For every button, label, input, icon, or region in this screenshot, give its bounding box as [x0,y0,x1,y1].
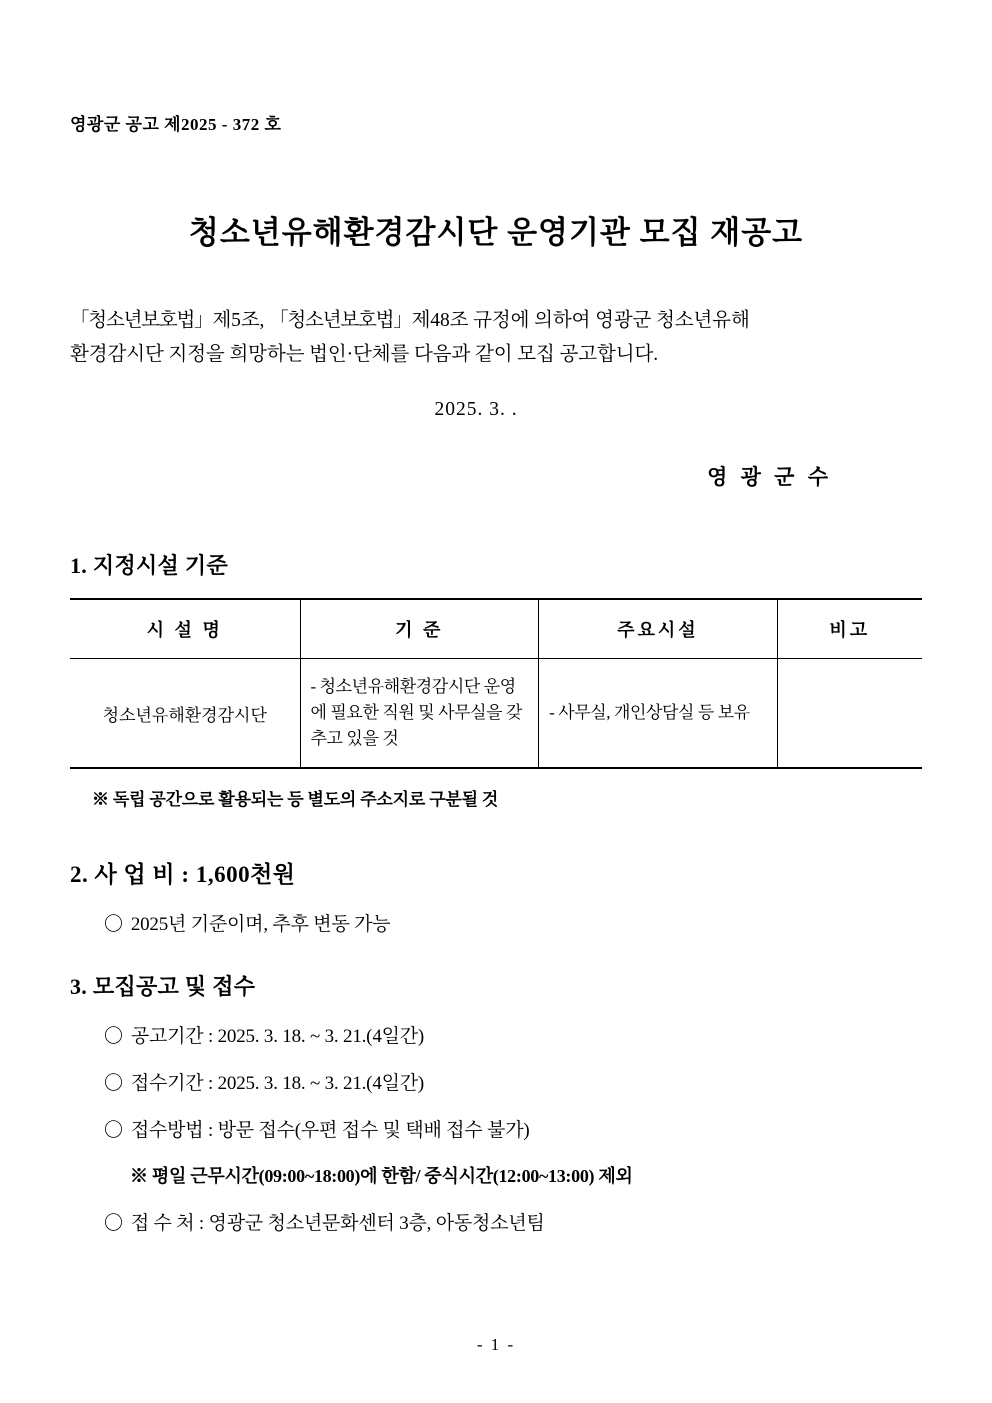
intro-line-2: 환경감시단 지정을 희망하는 법인·단체를 다음과 같이 모집 공고합니다. [70,343,658,365]
column-header-remark: 비고 [777,599,922,659]
section-heading-2: 2. 사 업 비 : 1,600천원 [70,862,296,888]
bullet-mark: 〇 [104,914,123,936]
column-header-name: 시 설 명 [70,599,300,659]
column-header-criteria: 기 준 [300,599,539,659]
notice-date: 2025. 3. . [434,399,518,421]
facility-table-note: ※ 독립 공간으로 활용되는 등 별도의 주소지로 구분될 것 [92,790,499,810]
list-item [104,1115,922,1142]
table-body [70,659,922,769]
intro-quote-2: 「청소년보호법」 [269,310,412,331]
bullet-mark: 〇 [104,1073,123,1095]
bullet-mark: 〇 [104,1213,123,1235]
cell-criteria: - 청소년유해환경감시단 운영에 필요한 직원 및 사무실을 갖추고 있을 것 [300,659,539,769]
cell-main-facility: - 사무실, 개인상담실 등 보유 [539,659,778,769]
issuer-signature: 영 광 군 수 [707,465,832,490]
intro-mid-1: 제5조, [212,310,270,331]
recruitment-item-text: 접수방법 : 방문 접수(우편 접수 및 택배 접수 불가) [130,1120,530,1142]
list-item [104,1068,922,1095]
intro-paragraph [70,304,922,371]
recruitment-subnote: ※ 평일 근무시간(09:00~18:00)에 한함/ 중식시간(12:00~13:00) 제외 [130,1166,633,1187]
page-title: 청소년유해환경감시단 운영기관 모집 재공고 [188,215,804,250]
cell-facility-name: 청소년유해환경감시단 [70,659,300,769]
list-item [104,1208,922,1235]
budget-note-text: 2025년 기준이며, 추후 변동 가능 [130,914,391,936]
section-heading-1: 1. 지정시설 기준 [70,553,229,579]
list-item [104,1021,922,1048]
table-header [70,599,922,659]
bullet-mark: 〇 [104,1026,123,1048]
intro-tail-1: 제48조 규정에 의하여 영광군 청소년유해 [411,310,750,331]
recruitment-item-text: 공고기간 : 2025. 3. 18. ~ 3. 21.(4일간) [130,1026,425,1048]
facility-criteria-table [70,598,922,769]
bullet-mark: 〇 [104,1120,123,1142]
table-row [70,659,922,769]
budget-note-item [104,909,922,936]
notice-number: 영광군 공고 제2025 - 372 호 [70,115,282,134]
intro-quote-1: 「청소년보호법」 [70,310,213,331]
column-header-main-facility: 주요시설 [539,599,778,659]
section-heading-3: 3. 모집공고 및 접수 [70,974,256,1000]
recruitment-location-text: 접 수 처 : 영광군 청소년문화센터 3층, 아동청소년팀 [130,1213,545,1235]
page-number: - 1 - [476,1335,516,1354]
cell-remark [777,659,922,769]
recruitment-item-text: 접수기간 : 2025. 3. 18. ~ 3. 21.(4일간) [130,1073,425,1095]
table-header-row [70,599,922,659]
